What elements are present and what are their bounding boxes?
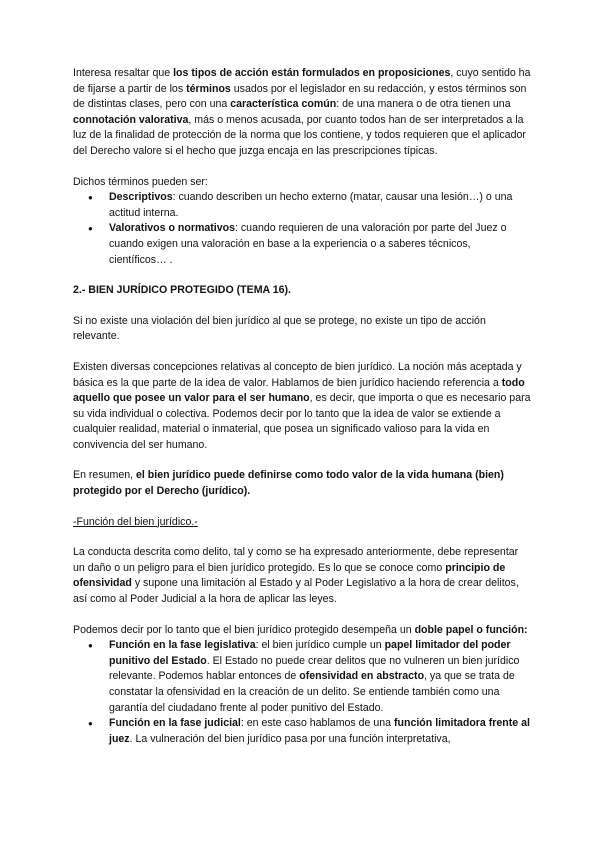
list-item: ● Valorativos o normativos: cuando requieren de una valoración por parte del Juez o cuando exigen una valoración en base a la experiencia o a saberes técnicos, científicos… . xyxy=(73,221,531,268)
subheading-funcion: -Función del bien jurídico.- xyxy=(73,515,198,528)
list-item: ● Descriptivos: cuando describen un hecho externo (matar, causar una lesión…) o una actitud interna. xyxy=(73,190,531,221)
terms-intro: Dichos términos pueden ser: xyxy=(73,175,208,188)
terms-list xyxy=(73,190,531,268)
paragraph-resumen: En resumen, el bien jurídico puede definirse como todo valor de la vida humana (bien) protegido por el Derecho (jurídico). xyxy=(73,469,504,498)
paragraph-violacion: Si no existe una violación del bien jurídico al que se protege, no existe un tipo de acción relevante. xyxy=(73,314,486,343)
document-body xyxy=(73,66,531,747)
paragraph-ofensividad: La conducta descrita como delito, tal y como se ha expresado anteriormente, debe representar un daño o un peligro para el bien jurídico protegido. Es lo que se conoce como principio de ofensividad y supone una limitación al Estado y al Poder Legislativo a la hora de crear delitos, así como al Poder Judicial a la hora de aplicar las leyes. xyxy=(73,546,519,606)
paragraph-concepciones: Existen diversas concepciones relativas al concepto de bien jurídico. La noción más aceptada y básica es la que parte de la idea de valor. Hablamos de bien jurídico haciendo referencia a todo aquello que posee un valor para el ser humano, es decir, que importa o que es necesario para su vida individual o colectiva. Podemos decir por lo tanto que la idea de valor se extiende a cualquier realidad, material o inmaterial, que posea un significado valioso para la vida en convivencia del ser humano. xyxy=(73,360,531,451)
paragraph-tipos-de-accion: Interesa resaltar que los tipos de acción están formulados en proposiciones, cuyo sentido ha de fijarse a partir de los términos usados por el legislador en su redacción, y estos términos son de distintas clases, pero con una característica común: de una manera o de otra tienen una connotación valorativa, más o menos acusada, por cuanto todos han de ser interpretados a la luz de la finalidad de protección de la norma que los contiene, y todos requieren que el aplicador del Derecho valore si el hecho que juzga encaja en las prescripciones típicas. xyxy=(73,67,531,157)
section-heading: 2.- BIEN JURÍDICO PROTEGIDO (TEMA 16). xyxy=(73,284,291,297)
paragraph-doble-papel: Podemos decir por lo tanto que el bien jurídico protegido desempeña un doble papel o función: xyxy=(73,623,528,636)
list-item: ● Función en la fase judicial: en este caso hablamos de una función limitadora frente al juez. La vulneración del bien jurídico pasa por una función interpretativa, xyxy=(73,716,531,747)
functions-list xyxy=(73,638,531,747)
list-item: ● Función en la fase legislativa: el bien jurídico cumple un papel limitador del poder punitivo del Estado. El Estado no puede crear delitos que no vulneren un bien jurídico relevante. Podemos hablar entonces de ofensividad en abstracto, ya que se trata de constatar la ofensividad en la creación de un delito. Se entiende también como una garantía del ciudadano frente al poder punitivo del Estado. xyxy=(73,638,531,716)
